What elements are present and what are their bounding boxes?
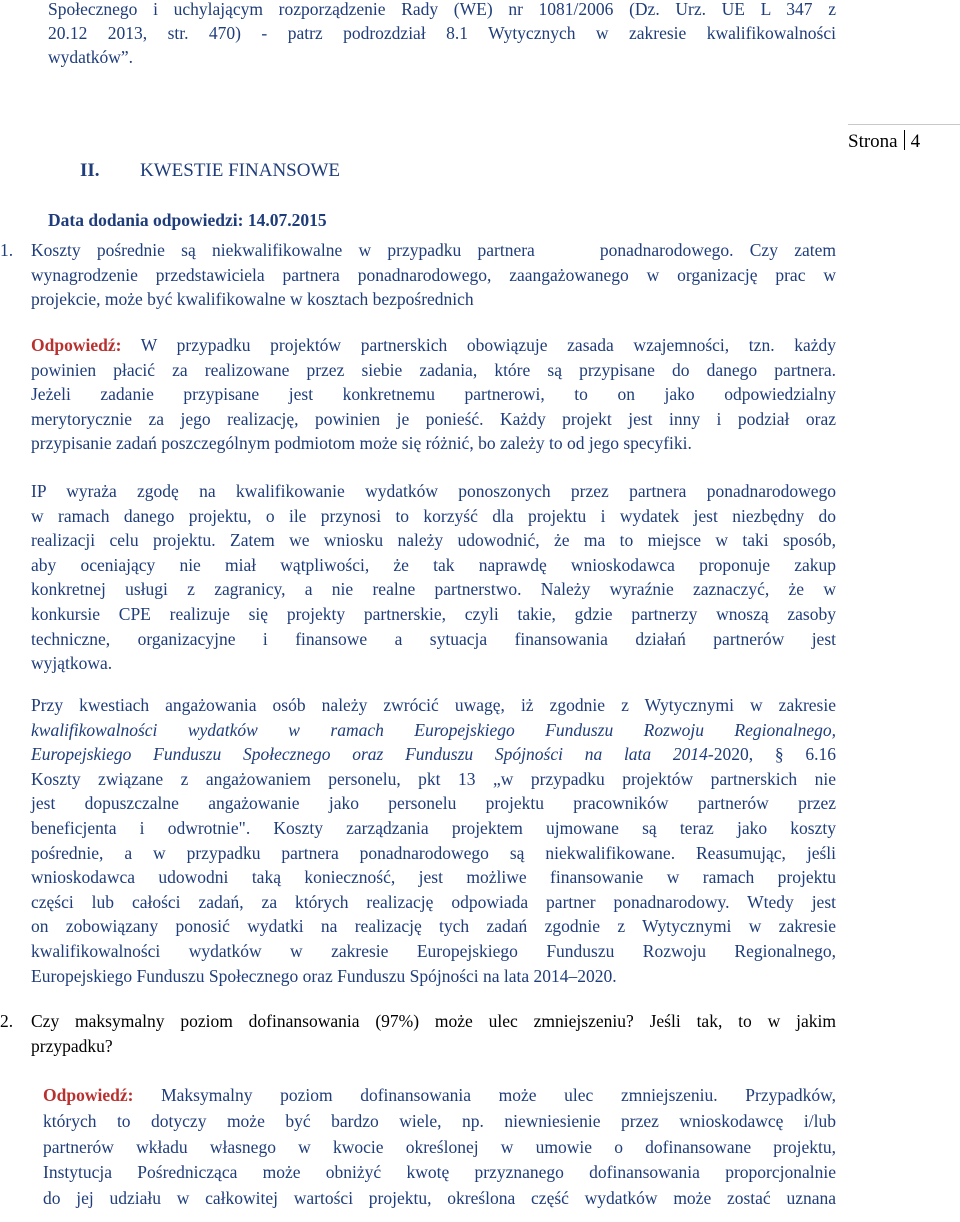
paragraph-ip-consent [31,479,836,676]
paragraph-line: pośrednie, a w przypadku partnera ponadnarodowego są niekwalifikowane. Reasumując, jeśli [31,842,836,863]
paragraph-staff-involvement [31,693,836,988]
question-1-line: Koszty pośrednie są niekwalifikowalne w przypadku partnera ponadnarodowego. Czy zatem [31,240,836,260]
intro-line: wydatków”. [48,47,134,67]
answer-1-line: powinien płacić za realizowane przez siebie zadania, które są przypisane do danego partnera. [31,359,836,380]
question-1-number: 1. [0,240,14,260]
section-heading [80,160,340,182]
date-added-line: Data dodania odpowiedzi: 14.07.2015 [48,210,327,230]
page-word: Strona [848,131,898,152]
paragraph-line: realizacji celu projektu. Zatem we wniosku należy udowodnić, że ma to miejsce w taki sposób, [31,530,836,551]
guidelines-ref: -2020, § 6.16 [707,744,836,765]
intro-paragraph [48,0,836,69]
paragraph-line: Europejskiego Funduszu Społecznego oraz Funduszu Spójności na lata 2014–2020. [31,965,617,986]
page-label-separator [904,130,905,150]
section-number: II. [80,160,100,181]
answer-1-first-line [31,333,836,358]
answer-1-line: przypisanie zadań poszczególnym podmiotom może się różnić, bo zależy to od jego specyfiki. [31,433,692,454]
answer-1-line: Jeżeli zadanie przypisane jest konkretnemu partnerowi, to on jako odpowiedzialny [31,384,836,405]
paragraph-line: beneficjenta i odwrotnie". Koszty zarządzania projektem ujmowane są teraz jako koszty [31,817,836,838]
intro-line: Społecznego i uchylającym rozporządzenie Rady (WE) nr 1081/2006 (Dz. Urz. UE L 347 z [48,0,836,19]
answer-2-line: Instytucja Pośrednicząca może obniżyć kwotę przyznanego dofinansowania proporcjonalnie [43,1162,836,1183]
question-1 [31,238,836,312]
answer-2-line: partnerów wkładu własnego w kwocie określonej w umowie o dofinansowane projektu, [43,1136,836,1157]
answer-2-line: których to dotyczy może być bardzo wiele, np. niewniesienie przez wnioskodawcę i/lub [43,1110,836,1131]
paragraph-line-italic: kwalifikowalności wydatków w ramach Europejskiego Funduszu Rozwoju Regionalnego, [31,719,836,740]
intro-line: 20.12 2013, str. 470) - patrz podrozdział 8.1 Wytycznych w zakresie kwalifikowalności [48,23,836,43]
answer-2-first-text: Maksymalny poziom dofinansowania może ulec zmniejszeniu. Przypadków, [133,1085,836,1105]
paragraph-line: wnioskodawca udowodni taką konieczność, jest możliwe finansowanie w ramach projektu [31,867,836,888]
paragraph-line: aby oceniający nie miał wątpliwości, że tak naprawdę wnioskodawca proponuje zakup [31,554,836,575]
page-label [848,130,920,153]
question-2-line: przypadku? [31,1035,113,1056]
paragraph-line: części lub całości zadań, za których realizację odpowiada partner ponadnarodowy. Wtedy jest [31,891,836,912]
paragraph-line: Przy kwestiach angażowania osób należy zwrócić uwagę, iż zgodnie z Wytycznymi w zakresie [31,695,836,715]
section-title: KWESTIE FINANSOWE [140,160,341,181]
answer-1-line: merytorycznie za jego realizację, powinien je ponieść. Każdy projekt jest inny i podział oraz [31,408,836,429]
paragraph-line-mixed [31,742,836,767]
paragraph-line: konkursie CPE realizuje się projekty partnerskie, czyli takie, gdzie partnerzy wnoszą zasoby [31,603,836,624]
paragraph-line: techniczne, organizacyjne i finansowe a sytuacja finansowania działań partnerów jest [31,628,836,649]
page-label-rule [848,124,960,125]
page-number: 4 [910,131,921,152]
answer-1-label: Odpowiedź: [31,335,122,355]
paragraph-line: on zobowiązany ponosić wydatki na realizację tych zadań zgodnie z Wytycznymi w zakresie [31,916,836,937]
question-2-number: 2. [0,1011,14,1031]
question-2 [31,1009,836,1058]
paragraph-line: wyjątkowa. [31,653,113,674]
answer-2 [43,1083,836,1212]
question-1-line: wynagrodzenie przedstawiciela partnera ponadnarodowego, zaangażowanego w organizację prac w [31,264,836,285]
answer-2-label: Odpowiedź: [43,1085,134,1105]
paragraph-line: w ramach danego projektu, o ile przynosi to korzyść dla projektu i wydatek jest niezbędny do [31,505,836,526]
question-1-line: projekcie, może być kwalifikowalne w kosztach bezpośrednich [31,289,474,310]
question-2-line: Czy maksymalny poziom dofinansowania (97%) może ulec zmniejszeniu? Jeśli tak, to w jakim [31,1011,836,1031]
answer-1 [31,333,836,456]
answer-2-line: do jej udziału w całkowitej wartości projektu, określona część wydatków może zostać uznana [43,1188,836,1209]
paragraph-line: kwalifikowalności wydatków w zakresie Europejskiego Funduszu Rozwoju Regionalnego, [31,940,836,961]
paragraph-line: IP wyraża zgodę na kwalifikowanie wydatków ponoszonych przez partnera ponadnarodowego [31,481,836,501]
answer-1-first-text: W przypadku projektów partnerskich obowiązuje zasada wzajemności, tzn. każdy [121,335,836,355]
answer-2-first-line [43,1083,836,1109]
guidelines-title-italic: Europejskiego Funduszu Społecznego oraz Funduszu Spójności na lata 2014 [31,744,708,765]
paragraph-line: konkretnej usługi z zagranicy, a nie realne partnerstwo. Należy wyraźnie zaznaczyć, że w [31,579,836,600]
paragraph-line: jest dopuszczalne angażowanie jako personelu projektu pracowników partnerów przez [31,793,836,814]
paragraph-line: Koszty związane z angażowaniem personelu, pkt 13 „w przypadku projektów partnerskich nie [31,768,836,789]
